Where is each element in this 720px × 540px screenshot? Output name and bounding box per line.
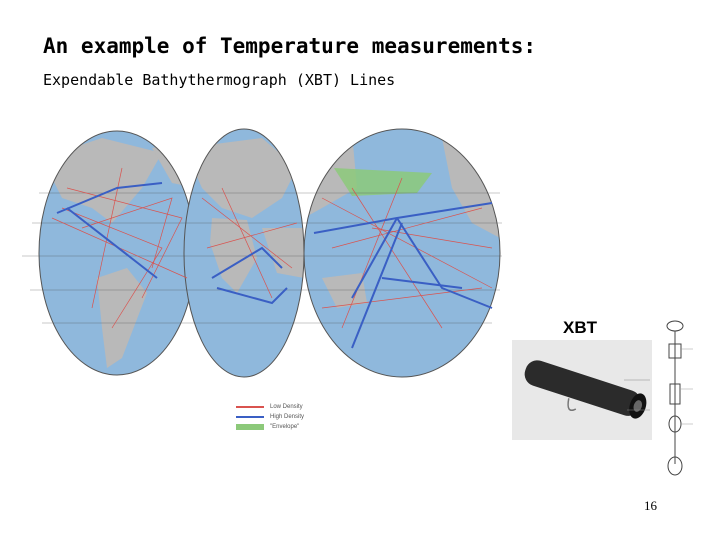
map-legend: [236, 402, 304, 432]
page-number: 16: [644, 498, 657, 513]
legend-item-high-density: [236, 412, 304, 422]
xbt-lines-world-map: [22, 128, 502, 390]
xbt-label: XBT: [563, 318, 597, 337]
slide-title: An example of Temperature measurements:: [43, 34, 537, 58]
legend-label: High Density: [270, 414, 305, 420]
low-density-swatch: [236, 406, 264, 408]
legend-item-low-density: [236, 402, 304, 412]
legend-label: "Envelope": [270, 424, 300, 430]
legend-label: Low Density: [270, 404, 303, 410]
legend-item-envelope: [236, 422, 304, 432]
high-density-swatch: [236, 416, 264, 418]
xbt-cross-section-diagram: [655, 314, 695, 486]
xbt-probe-photo: [512, 340, 652, 440]
slide-subtitle: Expendable Bathythermograph (XBT) Lines: [43, 71, 396, 89]
envelope-swatch: [236, 424, 264, 430]
